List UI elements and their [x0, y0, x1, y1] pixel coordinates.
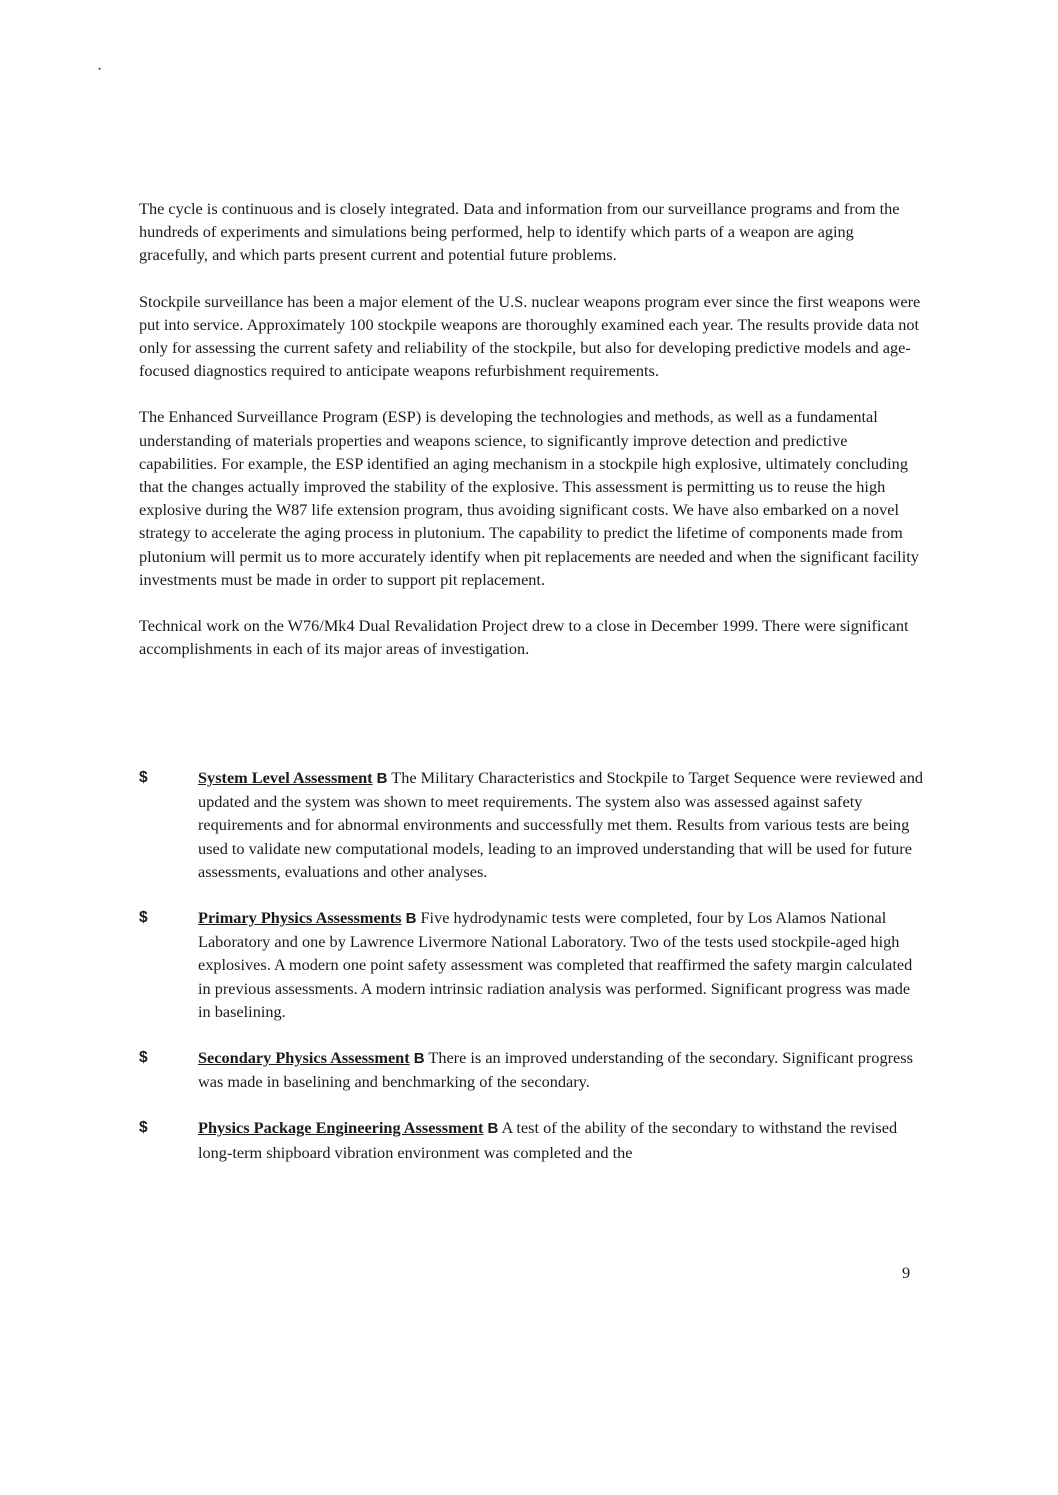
bullet-symbol: $ — [139, 769, 148, 786]
bullet-separator: B — [405, 910, 417, 928]
scan-speck: • — [98, 64, 102, 74]
bullet-text: Five hydrodynamic tests were completed, four by Los Alamos National Laboratory and one by Lawrence Livermore National Laboratory. Two of the tests used stockpile-aged high explosives. A modern one point safety assessment was completed that reaffirmed the safety margin calculated in previous assessments. A modern intrinsic radiation analysis was performed. Significant progress was made in baselining. — [198, 908, 913, 1021]
list-item — [139, 1046, 924, 1093]
paragraph-surveillance: Stockpile surveillance has been a major element of the U.S. nuclear weapons program ever since the first weapons were put into service. Approximately 100 stockpile weapons are thoroughly examined each year. The results provide data not only for assessing the current safety and reliability of the stockpile, but also for developing predictive models and age-focused diagnostics required to anticipate weapons refurbishment requirements. — [139, 291, 921, 381]
assessment-list — [139, 766, 924, 1187]
bullet-text: There is an improved understanding of the secondary. Significant progress was made in baselining and benchmarking of the secondary. — [198, 1048, 913, 1092]
bullet-title: Secondary Physics Assessment — [198, 1048, 410, 1068]
bullet-text: The Military Characteristics and Stockpile to Target Sequence were reviewed and updated and the system was shown to meet requirements. The system also was assessed against safety requirements and for abnormal environments and successfully met them. Results from various tests are being used to validate new computational models, leading to an improved understanding that will be used for future assessments, evaluations and other analyses. — [198, 768, 923, 881]
bullet-symbol: $ — [139, 909, 148, 927]
list-item — [139, 906, 924, 1023]
paragraph-esp: The Enhanced Surveillance Program (ESP) is developing the technologies and methods, as well as a fundamental understanding of materials properties and weapons science, to significantly improve detection and predictive capabilities. For example, the ESP identified an aging mechanism in a stockpile high explosive, ultimately concluding that the changes actually improved the stability of the explosive. This assessment is permitting us to reuse the high explosive during the W87 life extension program, thus avoiding significant costs. We have also embarked on a novel strategy to accelerate the aging process in plutonium. The capability to predict the lifetime of components made from plutonium will permit us to more accurately identify when pit replacements are needed and when the significant facility investments must be made in order to support pit replacement. — [139, 407, 919, 589]
bullet-separator: B — [413, 1050, 425, 1068]
body-text — [139, 197, 924, 683]
bullet-separator: B — [487, 1120, 499, 1138]
paragraph-cycle: The cycle is continuous and is closely integrated. Data and information from our surveillance programs and from the hundreds of experiments and simulations being performed, help to identify which parts of a weapon are aging gracefully, and which parts present current and potential future problems. — [139, 199, 900, 265]
list-item — [139, 1116, 924, 1163]
list-item — [139, 766, 924, 883]
bullet-title: Primary Physics Assessments — [198, 908, 402, 928]
paragraph-w76: Technical work on the W76/Mk4 Dual Revalidation Project drew to a close in December 1999. There were significant accomplishments in each of its major areas of investigation. — [139, 616, 909, 659]
bullet-symbol: $ — [139, 1049, 148, 1067]
bullet-title: Physics Package Engineering Assessment — [198, 1118, 484, 1138]
bullet-symbol: $ — [139, 1119, 148, 1137]
bullet-text: A test of the ability of the secondary to withstand the revised long-term shipboard vibration environment was completed and the — [198, 1118, 898, 1162]
bullet-separator: B — [376, 770, 388, 787]
bullet-title: System Level Assessment — [198, 768, 373, 787]
page-number: 9 — [902, 1263, 911, 1282]
